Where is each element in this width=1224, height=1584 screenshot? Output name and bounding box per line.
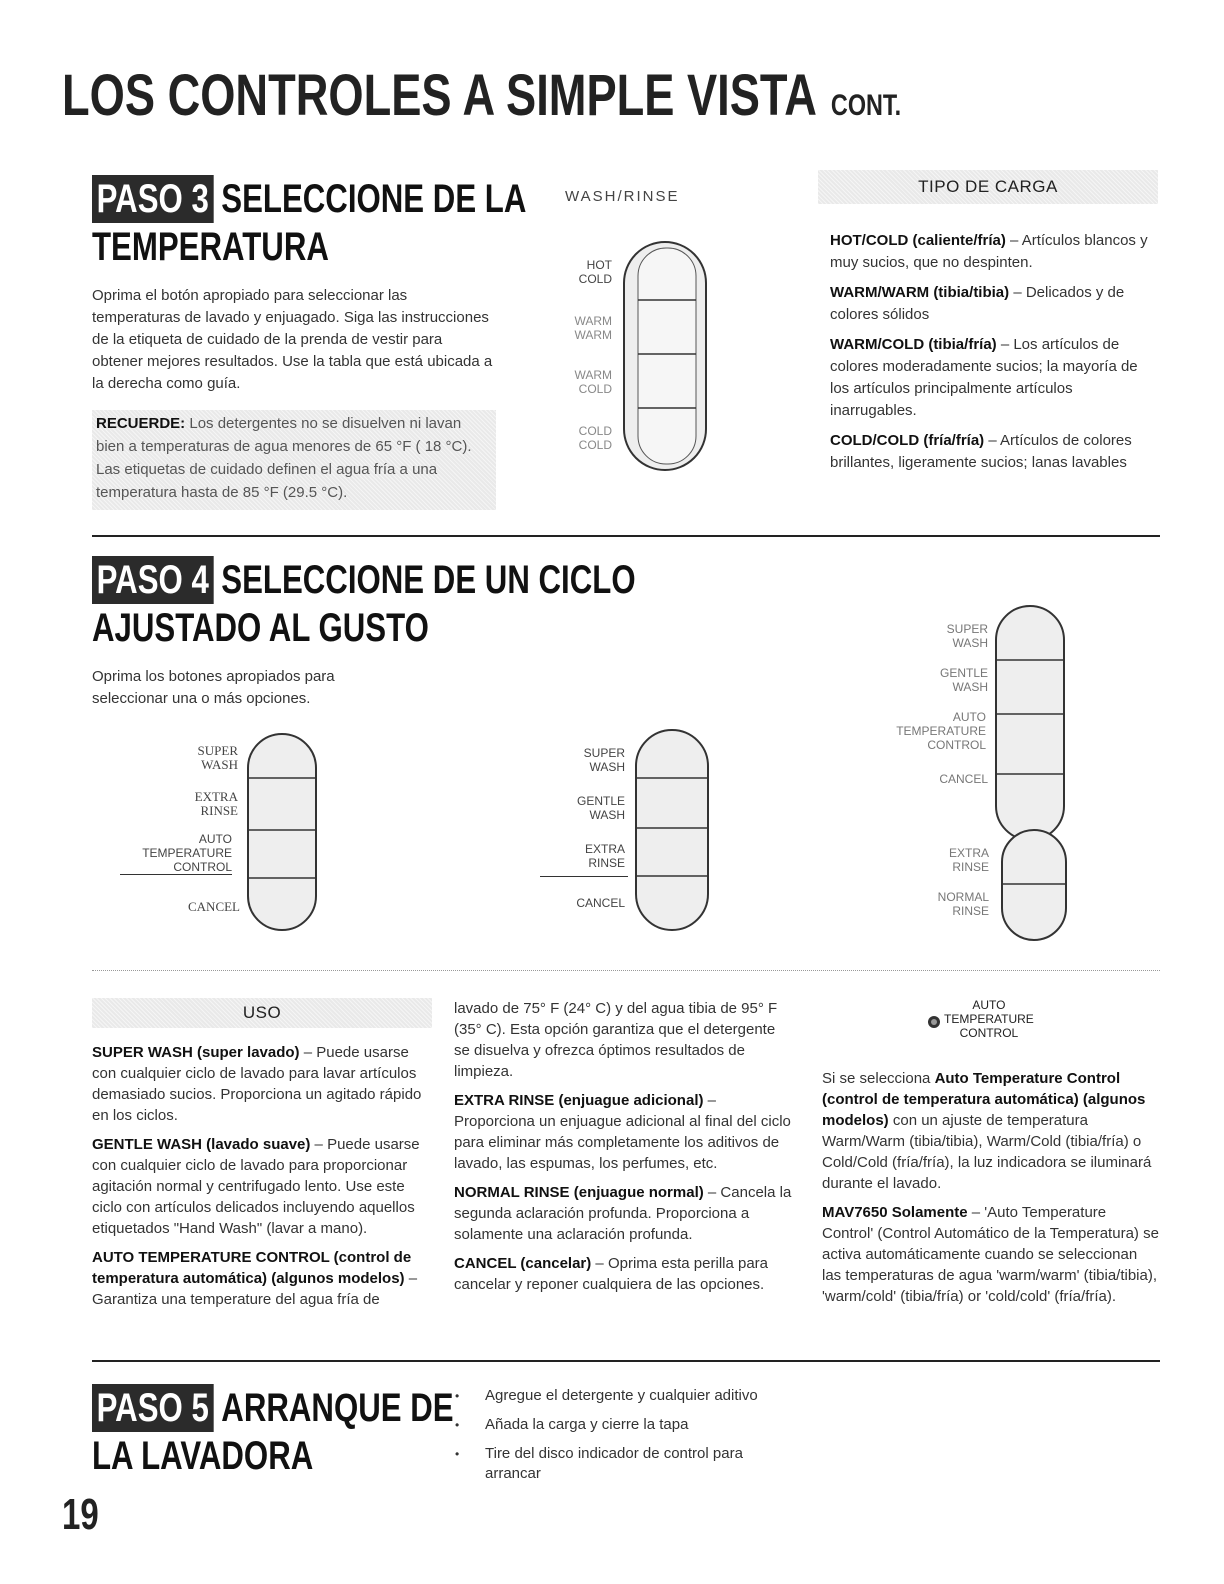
panel-d-extra-rinse[interactable]: EXTRA RINSE (948, 846, 989, 874)
paso5-title-line2: LA LAVADORA (92, 1434, 314, 1478)
wash-rinse-btn-1[interactable]: HOT COLD (578, 258, 612, 286)
uso-item: Si se selecciona Auto Temperature Control (control de temperatura automática) (algunos modelos) con un ajuste de temperatura Warm/Warm (tibia/tibia), Warm/Cold (tibia/fría) o Cold/Cold (fría/fría), la luz indicadora se iluminará durante el lavado. (822, 1070, 1152, 1192)
page-title: LOS CONTROLES A SIMPLE VISTA CONT. (62, 63, 902, 128)
paso4-title (92, 556, 636, 652)
panel-a-shape (242, 726, 322, 936)
wash-rinse-panel-shape (620, 226, 720, 476)
page-number: 19 (62, 1490, 99, 1539)
panel-c-cancel[interactable]: CANCEL (939, 772, 988, 786)
panel-c-super-wash[interactable]: SUPER WASH (946, 622, 988, 650)
paso5-title (92, 1384, 454, 1480)
panel-b-extra-rinse[interactable]: EXTRA RINSE (584, 842, 625, 870)
divider (92, 535, 1160, 537)
tipo-carga-item: COLD/COLD (fría/fría) – Artículos de colores brillantes, ligeramente sucios; lanas lavables (830, 432, 1132, 471)
panel-a-extra-rinse[interactable]: EXTRA RINSE (194, 789, 238, 818)
paso5-title-line1: ARRANQUE DE (221, 1386, 454, 1430)
panel-c-shape (990, 598, 1070, 846)
remember-label: RECUERDE: (96, 415, 186, 432)
paso4-title-line1: SELECCIONE DE UN CICLO (221, 558, 636, 602)
remember-box (92, 410, 496, 510)
paso3-title-line1: SELECCIONE DE LA (221, 177, 527, 221)
panel-b-gentle-wash[interactable]: GENTLE WASH (576, 794, 625, 822)
tipo-carga-header: TIPO DE CARGA (818, 170, 1158, 204)
paso3-title (92, 175, 526, 271)
remember-text: Los detergentes no se disuelven ni lavan bien a temperaturas de agua menores de 65 °F ( 18 °C). Las etiquetas de cuidado definen el agua fría a una temperatura hasta de 85 °F (29.5 °C). (96, 415, 472, 501)
panel-a-cancel[interactable]: CANCEL (188, 899, 240, 914)
paso5-badge: PASO 5 (92, 1384, 213, 1432)
paso5-bullets (455, 1386, 785, 1493)
list-item: • Tire del disco indicador de control para arrancar (455, 1444, 785, 1484)
wash-rinse-btn-4[interactable]: COLD COLD (578, 424, 612, 452)
panel-b-separator (540, 876, 628, 877)
wash-rinse-title: WASH/RINSE (565, 188, 680, 205)
panel-b-shape (630, 722, 715, 937)
panel-b-cancel[interactable]: CANCEL (576, 896, 625, 910)
panel-d-normal-rinse[interactable]: NORMAL RINSE (937, 890, 989, 918)
uso-item: lavado de 75° F (24° C) y del agua tibia de 95° F (35° C). Esta opción garantiza que el detergente se disuelva y ofrezca óptimos resultados de limpieza. (454, 1000, 778, 1080)
paso4-badge: PASO 4 (92, 556, 213, 604)
panel-c-gentle-wash[interactable]: GENTLE WASH (939, 666, 988, 694)
tipo-carga-item: HOT/COLD (caliente/fría) – Artículos blancos y muy sucios, que no despinten. (830, 232, 1148, 271)
tipo-carga-list (830, 230, 1155, 482)
uso-col2 (454, 998, 792, 1303)
dotted-divider (92, 970, 1160, 971)
divider (92, 1360, 1160, 1362)
uso-item: SUPER WASH (super lavado) – Puede usarse con cualquier ciclo de lavado para lavar artículos demasiado sucios. Proporciona un agitado rápido en los ciclos. (92, 1044, 422, 1124)
uso-item: GENTLE WASH (lavado suave) – Puede usarse con cualquier ciclo de lavado para proporcionar agitación normal y centrifugado lento. Use este ciclo con artículos delicados incluyendo aquellos etiquetados "Hand Wash" (lavar a mano). (92, 1136, 420, 1237)
indicator-light-icon (926, 1014, 942, 1030)
list-item: • Agregue el detergente y cualquier aditivo (455, 1386, 785, 1406)
uso-item: EXTRA RINSE (enjuague adicional) – Proporciona un enjuague adicional al final del ciclo para eliminar más completamente los aditivos de lavado, las espumas, los perfumes, etc. (454, 1092, 791, 1172)
panel-c-auto-temp[interactable]: AUTO TEMPERATURE CONTROL (896, 710, 986, 752)
tipo-carga-item: WARM/WARM (tibia/tibia) – Delicados y de colores sólidos (830, 284, 1125, 323)
paso3-body: Oprima el botón apropiado para seleccionar las temperaturas de lavado y enjuagado. Siga las instrucciones de la etiqueta de cuidado de la prenda de vestir para obtener mejores resultados. Use la tabla que está ubicada a la derecha como guía. (92, 287, 493, 392)
auto-temp-label: AUTO TEMPERATURE CONTROL (944, 998, 1034, 1040)
paso3-title-line2: TEMPERATURA (92, 225, 329, 269)
panel-b-super-wash[interactable]: SUPER WASH (583, 746, 625, 774)
uso-item: NORMAL RINSE (enjuague normal) – Cancela la segunda aclaración profunda. Proporciona a solamente una aclaración profunda. (454, 1184, 792, 1243)
uso-item: MAV7650 Solamente – 'Auto Temperature Control' (Control Automático de la Temperatura) se activa automáticamente cuando se seleccionan las temperaturas de agua 'warm/warm' (tibia/tibia), 'warm/cold' (tibia/fría) or 'cold/cold' (fría/fría). (822, 1204, 1159, 1305)
tipo-carga-item: WARM/COLD (tibia/fría) – Los artículos de colores moderadamente sucios; la mayoría de los artículos principalmente artículos inarrugables. (830, 336, 1138, 419)
paso4-title-line2: AJUSTADO AL GUSTO (92, 606, 429, 650)
uso-header: USO (92, 998, 432, 1028)
list-item: • Añada la carga y cierre la tapa (455, 1415, 785, 1435)
page-title-suffix: CONT. (830, 89, 902, 122)
uso-item: CANCEL (cancelar) – Oprima esta perilla para cancelar y reponer cualquiera de las opciones. (454, 1255, 769, 1293)
panel-d-shape (996, 824, 1072, 946)
uso-col3 (822, 1068, 1160, 1315)
paso3-badge: PASO 3 (92, 175, 213, 223)
wash-rinse-btn-3[interactable]: WARM COLD (574, 368, 612, 396)
wash-rinse-btn-2[interactable]: WARM WARM (574, 314, 612, 342)
uso-item: AUTO TEMPERATURE CONTROL (control de temperatura automática) (algunos modelos) – Garantiza una temperature del agua fría de (92, 1249, 418, 1308)
paso4-body: Oprima los botones apropiados para seleccionar una o más opciones. (92, 668, 335, 707)
uso-col1 (92, 1042, 432, 1318)
panel-a-super-wash[interactable]: SUPER WASH (197, 743, 238, 772)
panel-a-auto-temp[interactable]: AUTO TEMPERATURE CONTROL (120, 832, 232, 875)
